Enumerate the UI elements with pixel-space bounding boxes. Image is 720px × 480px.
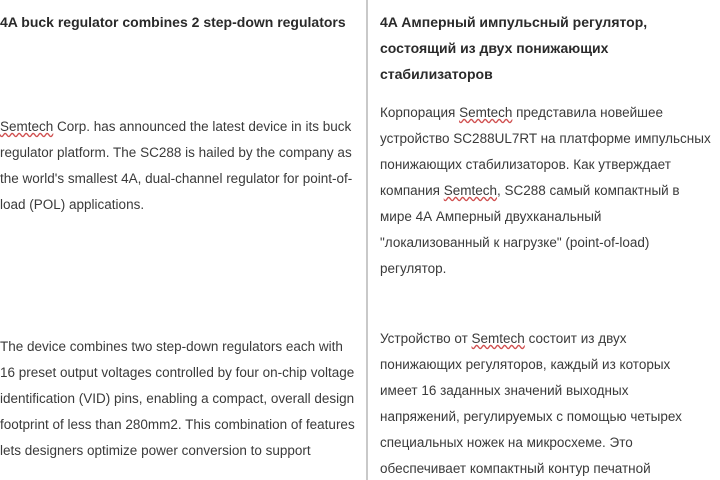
russian-paragraph-1	[380, 100, 714, 282]
paragraph-text: представила новейшее устройство SC288UL7RT на платформе импульсных понижающих стабилизаторов. Как утверждает компания	[380, 105, 711, 198]
brand-word: Semtech	[471, 331, 525, 346]
paragraph-text: Корпорация	[380, 105, 460, 120]
english-paragraph-1	[0, 114, 356, 218]
english-heading: 4A buck regulator combines 2 step-down regulators	[0, 14, 346, 30]
russian-paragraph-2	[380, 326, 698, 480]
paragraph-text: Устройство от	[380, 331, 472, 346]
paragraph-text: Corp. has announced the latest device in its buck regulator platform. The SC288 is hailed by the company as the world's smallest 4A, dual-channel regulator for point-of-load (POL) applications.	[0, 119, 353, 212]
brand-word: Semtech	[0, 119, 54, 134]
english-paragraph-2: The device combines two step-down regulators each with 16 preset output voltages controlled by four on-chip voltage identification (VID) pins, enabling a compact, overall design footprint of less than 280mm2. This combination of features lets designers optimize power conversion to support	[0, 339, 355, 458]
paragraph-text: состоит из двух понижающих регуляторов, каждый из которых имеет 16 заданных значений выходных напряжений, регулируемых с помощью четырех специальных ножек на микросхеме. Это обеспечивает компактный контур печатной	[380, 331, 682, 476]
brand-word: Semtech	[443, 183, 498, 198]
russian-column	[366, 0, 720, 480]
brand-word: Semtech	[459, 105, 513, 120]
russian-heading: 4A Амперный импульсный регулятор, состоящий из двух понижающих стабилизаторов	[380, 14, 648, 82]
paragraph-text: , SC288 самый компактный в мире 4А Амперный двухканальный "локализованный к нагрузке" (point-of-load) регулятор.	[380, 183, 680, 276]
